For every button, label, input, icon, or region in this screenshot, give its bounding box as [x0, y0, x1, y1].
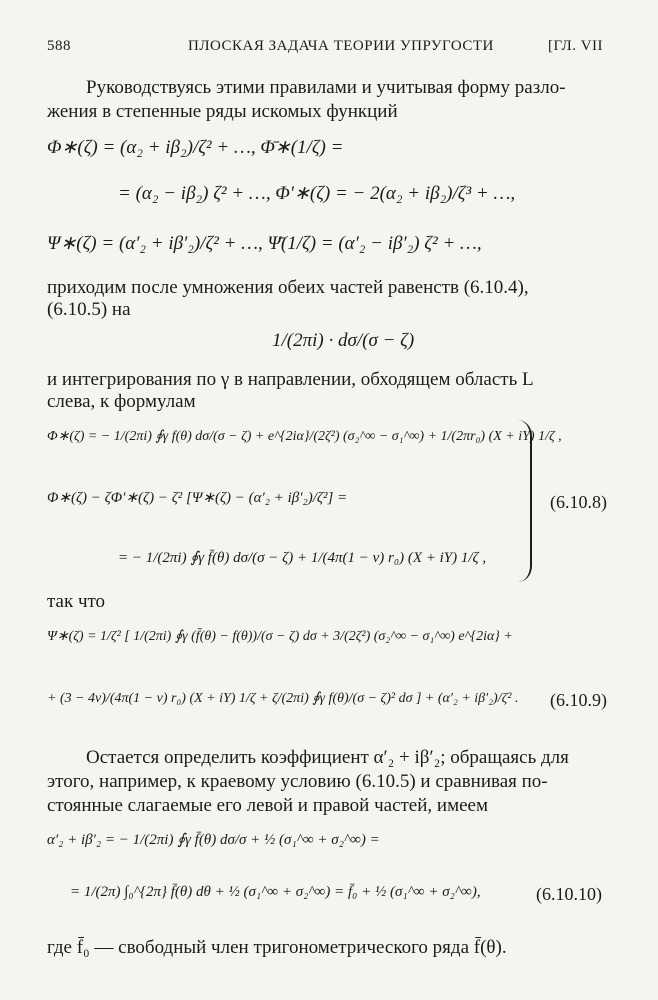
- equation-series-2: = (α₂ − iβ₂) ζ² + …, Φ′∗(ζ) = − 2(α₂ + iβ₂)/ζ³ + …,: [118, 183, 516, 204]
- equation-6-10-10-a: α′₂ + iβ′₂ = − 1/(2πi) ∮γ f̄(θ) dσ/σ + ½ (σ₁^∞ + σ₂^∞) =: [47, 832, 380, 848]
- equation-6-10-10-b: = 1/(2π) ∫₀^{2π} f̄(θ) dθ + ½ (σ₁^∞ + σ₂^∞) = f̄₀ + ½ (σ₁^∞ + σ₂^∞),: [70, 884, 481, 900]
- equation-number-6-10-8: (6.10.8): [550, 492, 607, 512]
- paragraph-line: этого, например, к краевому условию (6.10.5) и сравнивая по-: [47, 771, 548, 792]
- paragraph-line: Руководствуясь этими правилами и учитывая форму разло-: [86, 77, 566, 98]
- paragraph-line: приходим после умножения обеих частей равенств (6.10.4),: [47, 277, 529, 298]
- chapter-label: [ГЛ. VII: [548, 38, 604, 54]
- paragraph-line: и интегрирования по γ в направлении, обходящем область L: [47, 369, 534, 390]
- equation-6-10-8-b: Φ∗(ζ) − ζΦ′∗(ζ) − ζ² [Ψ∗(ζ) − (α′₂ + iβ′₂)/ζ²] =: [47, 490, 348, 506]
- equation-6-10-9-a: Ψ∗(ζ) = 1/ζ² [ 1/(2πi) ∮γ (f̄(θ) − f(θ))/(σ − ζ) dσ + 3/(2ζ²) (σ₂^∞ − σ₁^∞) e^{2iα} +: [47, 629, 513, 644]
- equation-6-10-9-b: + (3 − 4ν)/(4π(1 − ν) r₀) (X + iY) 1/ζ + ζ/(2πi) ∮γ f(θ)/(σ − ζ)² dσ ] + (α′₂ + iβ′₂)/ζ² .: [47, 691, 519, 706]
- equation-series-1: Φ∗(ζ) = (α₂ + iβ₂)/ζ² + …, Φ̄∗(1/ζ) =: [47, 137, 344, 158]
- paragraph-line: слева, к формулам: [47, 391, 196, 412]
- equation-series-3: Ψ∗(ζ) = (α′₂ + iβ′₂)/ζ² + …, Ψ̄(1/ζ) = (α′₂ − iβ′₂) ζ² + …,: [47, 233, 482, 254]
- running-title: ПЛОСКАЯ ЗАДАЧА ТЕОРИИ УПРУГОСТИ: [188, 38, 494, 54]
- equation-6-10-8-c: = − 1/(2πi) ∮γ f̄(θ) dσ/(σ − ζ) + 1/(4π(1 − ν) r₀) (X + iY) 1/ζ ,: [118, 550, 487, 566]
- equation-kernel: 1/(2πi) · dσ/(σ − ζ): [272, 330, 415, 351]
- page-number: 588: [47, 38, 71, 54]
- paragraph-line: так что: [47, 591, 106, 612]
- paragraph-line: Остается определить коэффициент α′₂ + iβ′₂; обращаясь для: [86, 747, 569, 768]
- equation-number-6-10-10: (6.10.10): [536, 884, 602, 904]
- paragraph-line: стоянные слагаемые его левой и правой частей, имеем: [47, 795, 488, 816]
- equation-6-10-8-a: Φ∗(ζ) = − 1/(2πi) ∮γ f(θ) dσ/(σ − ζ) + e^{2iα}/(2ζ²) (σ₂^∞ − σ₁^∞) + 1/(2πr₀) (X + iY) 1/ζ ,: [47, 429, 562, 444]
- paragraph-line: где f̄₀ — свободный член тригонометрического ряда f̄(θ).: [47, 937, 507, 958]
- equation-number-6-10-9: (6.10.9): [550, 690, 607, 710]
- paragraph-line: жения в степенные ряды искомых функций: [47, 101, 398, 122]
- paragraph-line: (6.10.5) на: [47, 299, 131, 320]
- system-brace-tick: [530, 496, 540, 506]
